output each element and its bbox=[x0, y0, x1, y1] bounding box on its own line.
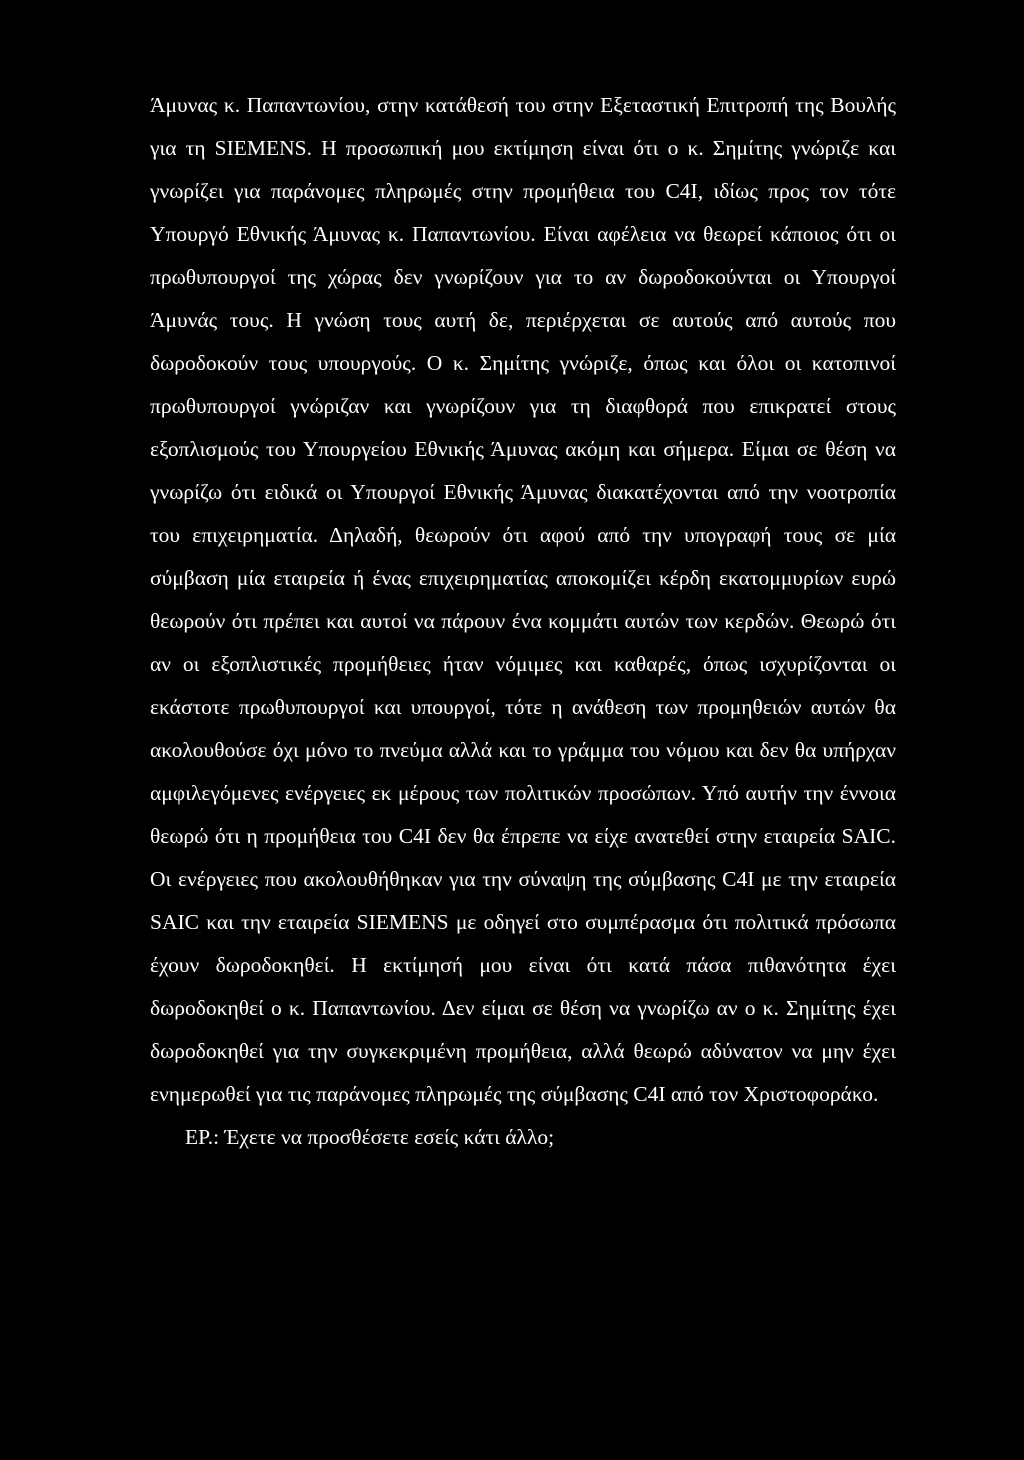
testimony-paragraph: Άμυνας κ. Παπαντωνίου, στην κατάθεσή του στην Εξεταστική Επιτροπή της Βουλής για τη SIEMENS. Η προσωπική μου εκτίμηση είναι ότι ο κ. Σημίτης γνώριζε και γνωρίζει για παράνομες πληρωμές στην προμήθεια του C4I, ιδίως προς τον τότε Υπουργό Εθνικής Άμυνας κ. Παπαντωνίου. Είναι αφέλεια να θεωρεί κάποιος ότι οι πρωθυπουργοί της χώρας δεν γνωρίζουν για το αν δωροδοκούνται οι Υπουργοί Άμυνάς τους. Η γνώση τους αυτή δε, περιέρχεται σε αυτούς από αυτούς που δωροδοκούν τους υπουργούς. Ο κ. Σημίτης γνώριζε, όπως και όλοι οι κατοπινοί πρωθυπουργοί γνώριζαν και γνωρίζουν για τη διαφθορά που επικρατεί στους εξοπλισμούς του Υπουργείου Εθνικής Άμυνας ακόμη και σήμερα. Είμαι σε θέση να γνωρίζω ότι ειδικά οι Υπουργοί Εθνικής Άμυνας διακατέχονται από την νοοτροπία του επιχειρηματία. Δηλαδή, θεωρούν ότι αφού από την υπογραφή τους σε μία σύμβαση μία εταιρεία ή ένας επιχειρηματίας αποκομίζει κέρδη εκατομμυρίων ευρώ θεωρούν ότι πρέπει και αυτοί να πάρουν ένα κομμάτι αυτών των κερδών. Θεωρώ ότι αν οι εξοπλιστικές προμήθειες ήταν νόμιμες και καθαρές, όπως ισχυρίζονται οι εκάστοτε πρωθυπουργοί και υπουργοί, τότε η ανάθεση των προμηθειών αυτών θα ακολουθούσε όχι μόνο το πνεύμα αλλά και το γράμμα του νόμου και δεν θα υπήρχαν αμφιλεγόμενες ενέργειες εκ μέρους των πολιτικών προσώπων. Υπό αυτήν την έννοια θεωρώ ότι η προμήθεια του C4I δεν θα έπρεπε να είχε ανατεθεί στην εταιρεία SAIC. Οι ενέργειες που ακολουθήθηκαν για την σύναψη της σύμβασης C4I με την εταιρεία SAIC και την εταιρεία SIEMENS με οδηγεί στο συμπέρασμα ότι πολιτικά πρόσωπα έχουν δωροδοκηθεί. Η εκτίμησή μου είναι ότι κατά πάσα πιθανότητα έχει δωροδοκηθεί ο κ. Παπαντωνίου. Δεν είμαι σε θέση να γνωρίζω αν ο κ. Σημίτης έχει δωροδοκηθεί για την συγκεκριμένη προμήθεια, αλλά θεωρώ αδύνατον να μην έχει ενημερωθεί για τις παράνομες πληρωμές της σύμβασης C4I από τον Χριστοφοράκο. bbox=[150, 93, 896, 1106]
question-line: ΕΡ.: Έχετε να προσθέσετε εσείς κάτι άλλο; bbox=[185, 1125, 555, 1149]
document-page bbox=[150, 84, 896, 1159]
